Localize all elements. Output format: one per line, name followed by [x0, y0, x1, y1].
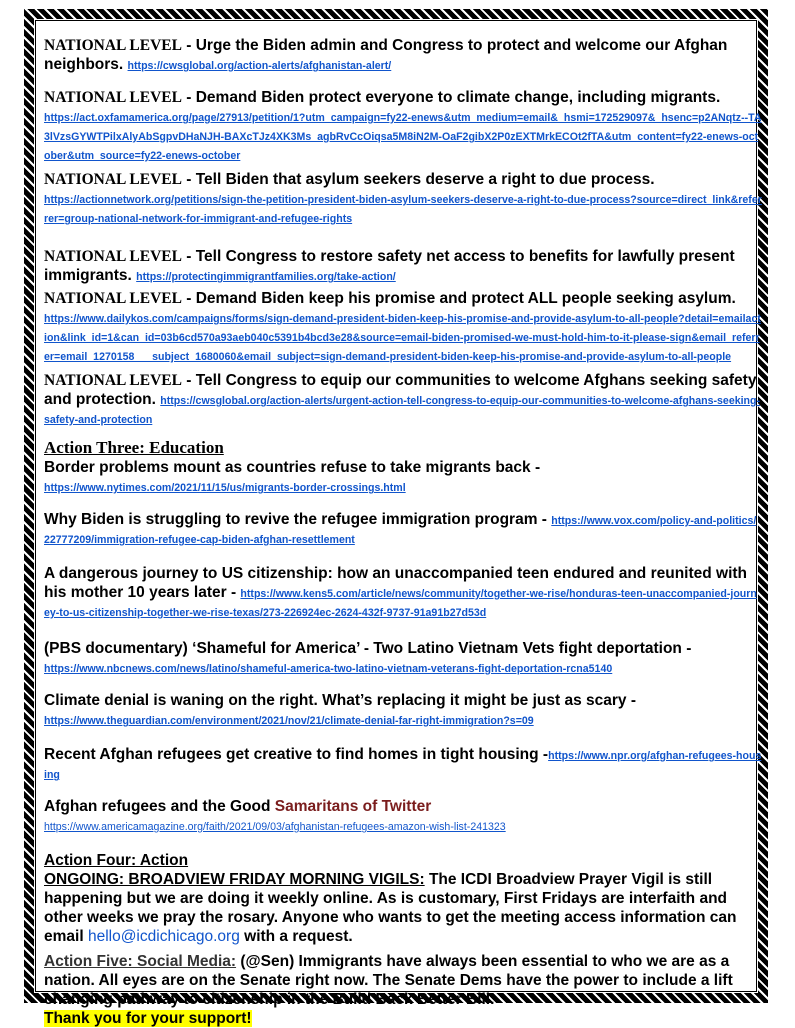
- item-text: (PBS documentary) ‘Shameful for America’ - Two Latino Vietnam Vets fight deportation -: [44, 640, 692, 657]
- item-text: - Demand Biden protect everyone to climate change, including migrants.: [181, 89, 721, 106]
- national-item-2: [44, 88, 762, 164]
- item-link[interactable]: https://www.dailykos.com/campaigns/forms/sign-demand-president-biden-keep-his-promise-and-provide-asylum-to-all-people?detail=emailaction&link_id=1&can_id=03b6cd570a93aeb040c5391b4bcd3e28&source=email-biden-promised-we-must-hold-him-to-it-please-sign&email_referrer=email_1270158___subject_1680060&email_subject=sign-demand-president-biden-keep-his-promise-and-provide-asylum-to-all-people: [44, 313, 761, 363]
- item-text: A dangerous journey to US citizenship: how an unaccompanied teen endured and reunited with his mother 10 years later -: [44, 565, 748, 601]
- item-link[interactable]: https://www.nbcnews.com/news/latino/shameful-america-two-latino-vietnam-veterans-fight-deportation-rcna5140: [44, 663, 613, 675]
- item-text-accent: Samaritans of Twitter: [274, 798, 432, 815]
- item-text: - Tell Congress to restore safety net access to benefits for lawfully present immigrants.: [44, 248, 735, 284]
- national-item-1: [44, 36, 762, 74]
- item-link[interactable]: https://www.vox.com/policy-and-politics/22777209/immigration-refugee-cap-biden-afghan-resettlement: [44, 515, 757, 546]
- item-text: Recent Afghan refugees get creative to find homes in tight housing -: [44, 746, 549, 763]
- section-heading: Action Five: Social Media:: [44, 953, 237, 970]
- item-link[interactable]: https://cwsglobal.org/action-alerts/afghanistan-alert/: [127, 60, 392, 72]
- social-text: (@Sen) Immigrants have always been essential to who we are as a nation. All eyes are on the Senate right now. The Senate Dems have the power to include a lift changing pathway to citizenship in the Build Back Better Bill.: [44, 953, 733, 1008]
- education-item-5: [44, 691, 762, 729]
- level-label: NATIONAL LEVEL: [44, 37, 182, 54]
- level-label: NATIONAL LEVEL: [44, 89, 182, 106]
- section-heading: Action Three: Education: [44, 438, 224, 457]
- item-text: Climate denial is waning on the right. What’s replacing it might be just as scary -: [44, 692, 636, 709]
- vigil-text: The ICDI Broadview Prayer Vigil is still happening but we are doing it weekly online. As is customary, First Fridays are interfaith and other weeks we pray the rosary. Anyone who wants to get the meeting access information can email: [44, 871, 737, 945]
- item-link[interactable]: https://www.nytimes.com/2021/11/15/us/migrants-border-crossings.html: [44, 482, 406, 494]
- section-heading: Action Four: Action: [44, 852, 189, 869]
- education-item-1: [44, 458, 762, 496]
- action-five: [44, 952, 762, 1028]
- email-link[interactable]: hello@icdichicago.org: [87, 928, 240, 945]
- level-label: NATIONAL LEVEL: [44, 290, 182, 307]
- item-text: - Urge the Biden admin and Congress to protect and welcome our Afghan neighbors.: [44, 37, 728, 73]
- vigil-subheading: ONGOING: BROADVIEW FRIDAY MORNING VIGILS:: [44, 871, 425, 888]
- item-text: Afghan refugees and the Good: [44, 798, 275, 815]
- item-link[interactable]: https://act.oxfamamerica.org/page/27913/petition/1?utm_campaign=fy22-enews&utm_medium=email&_hsmi=172529097&_hsenc=p2ANqtz--TA3lVzsGYWTPilxAlyAbSgpvDHaNJH-BAXcTJz4XK3Ms_agbRvCcOiqsa5M8iN2M-OaF2gibX2P0zEXTMrkECOt2fTA&utm_content=fy22-enews-october&utm_source=fy22-enews-october: [44, 112, 762, 162]
- national-item-4: [44, 247, 762, 285]
- document-body: [44, 36, 762, 1028]
- education-item-7: [44, 797, 762, 835]
- education-item-6: [44, 745, 762, 783]
- item-link[interactable]: https://www.americamagazine.org/faith/2021/09/03/afghanistan-refugees-amazon-wish-list-241323: [44, 821, 506, 833]
- item-text: - Demand Biden keep his promise and protect ALL people seeking asylum.: [181, 290, 736, 307]
- thanks-note: Thank you for your support!: [44, 1010, 252, 1027]
- item-text: - Tell Congress to equip our communities to welcome Afghans seeking safety and protection.: [44, 372, 757, 408]
- item-text: - Tell Biden that asylum seekers deserve a right to due process.: [181, 171, 655, 188]
- action-three-heading: [44, 438, 762, 458]
- national-item-3: [44, 170, 762, 227]
- education-item-2: [44, 510, 762, 548]
- national-item-5: [44, 289, 762, 365]
- vigil-text-end: with a request.: [239, 928, 353, 945]
- item-link[interactable]: https://cwsglobal.org/action-alerts/urgent-action-tell-congress-to-equip-our-communities-to-welcome-afghans-seeking-safety-and-protection: [44, 395, 761, 426]
- item-link[interactable]: https://www.kens5.com/article/news/community/together-we-rise/honduras-teen-unaccompanied-journey-to-us-citizenship-together-we-rise-texas/273-226924ec-2624-432f-9737-91a91b27d53d: [44, 588, 757, 619]
- action-four: [44, 851, 762, 946]
- level-label: NATIONAL LEVEL: [44, 372, 182, 389]
- item-link[interactable]: https://actionnetwork.org/petitions/sign-the-petition-president-biden-asylum-seekers-deserve-a-right-to-due-process?source=direct_link&referrer=group-national-network-for-immigrant-and-refugee-rights: [44, 194, 762, 225]
- education-item-4: [44, 639, 762, 677]
- education-item-3: [44, 564, 762, 621]
- item-link[interactable]: https://www.npr.org/afghan-refugees-housing: [44, 750, 762, 781]
- national-item-6: [44, 371, 762, 428]
- level-label: NATIONAL LEVEL: [44, 171, 182, 188]
- item-link[interactable]: https://www.theguardian.com/environment/2021/nov/21/climate-denial-far-right-immigration?s=09: [44, 715, 534, 727]
- item-text: Why Biden is struggling to revive the refugee immigration program -: [44, 511, 552, 528]
- item-text: Border problems mount as countries refuse to take migrants back -: [44, 459, 541, 476]
- item-link[interactable]: https://protectingimmigrantfamilies.org/take-action/: [136, 271, 396, 283]
- level-label: NATIONAL LEVEL: [44, 248, 182, 265]
